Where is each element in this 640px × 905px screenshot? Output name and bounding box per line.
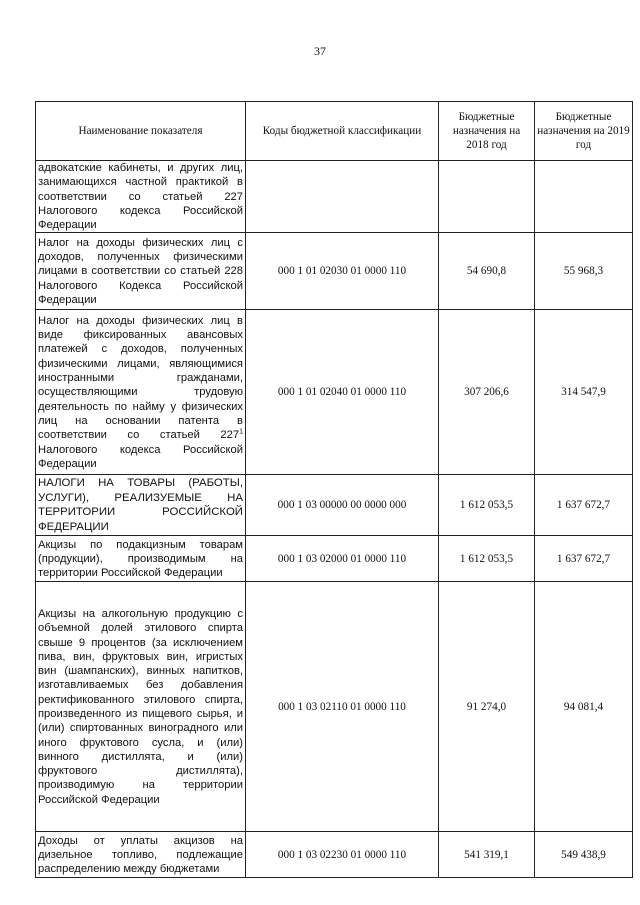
row-name — [36, 310, 246, 475]
table-row — [36, 536, 633, 582]
header-name: Наименование показателя — [36, 102, 246, 161]
row-2018: 541 319,1 — [439, 832, 535, 878]
row-code: 000 1 03 00000 00 0000 000 — [246, 475, 439, 536]
row-2018: 307 206,6 — [439, 310, 535, 475]
row-code: 000 1 03 02110 01 0000 110 — [246, 582, 439, 832]
table-row — [36, 582, 633, 832]
row-name: адвокатские кабинеты, и других лиц, занимающихся частной практикой в соответствии со статьей 227 Налогового кодекса Российской Федерации — [36, 161, 246, 233]
row-code: 000 1 03 02000 01 0000 110 — [246, 536, 439, 582]
page-number: 37 — [314, 44, 326, 58]
table-row — [36, 233, 633, 310]
budget-table — [35, 101, 633, 878]
row-name: НАЛОГИ НА ТОВАРЫ (РАБОТЫ, УСЛУГИ), РЕАЛИЗУЕМЫЕ НА ТЕРРИТОРИИ РОССИЙСКОЙ ФЕДЕРАЦИИ — [36, 475, 246, 536]
row-code: 000 1 03 02230 01 0000 110 — [246, 832, 439, 878]
row-name: Налог на доходы физических лиц с доходов, полученных физическими лицами в соответствии со статьей 228 Налогового Кодекса Российской Федерации — [36, 233, 246, 310]
table-header-row — [36, 102, 633, 161]
header-2019: Бюджетные назначения на 2019 год — [535, 102, 633, 161]
header-2018: Бюджетные назначения на 2018 год — [439, 102, 535, 161]
row-2019: 55 968,3 — [535, 233, 633, 310]
row-2019: 1 637 672,7 — [535, 475, 633, 536]
row-2019: 94 081,4 — [535, 582, 633, 832]
row-code — [246, 161, 439, 233]
row-2019: 549 438,9 — [535, 832, 633, 878]
row-2018: 54 690,8 — [439, 233, 535, 310]
table-row — [36, 161, 633, 233]
row-2018: 1 612 053,5 — [439, 475, 535, 536]
footnote-sup: 1 — [239, 428, 243, 436]
header-code: Коды бюджетной классификации — [246, 102, 439, 161]
row-name-text: Налог на доходы физических лиц в виде фиксированных авансовых платежей с доходов, полученных физическими лицами, являющимися иностранными гражданами, осуществляющими трудовую деятельность по найму у физических лиц на основании патента в соответствии со статьей 227 — [38, 314, 243, 442]
row-2019: 314 547,9 — [535, 310, 633, 475]
table-row — [36, 832, 633, 878]
row-2018: 1 612 053,5 — [439, 536, 535, 582]
row-2019 — [535, 161, 633, 233]
table-row — [36, 310, 633, 475]
row-2018 — [439, 161, 535, 233]
row-name-tail: Налогового кодекса Российской Федерации — [38, 443, 243, 470]
row-2018: 91 274,0 — [439, 582, 535, 832]
row-name: Доходы от уплаты акцизов на дизельное топливо, подлежащие распределению между бюджетами — [36, 832, 246, 878]
row-code: 000 1 01 02040 01 0000 110 — [246, 310, 439, 475]
row-name: Акцизы на алкогольную продукцию с объемной долей этилового спирта свыше 9 процентов (за исключением пива, вин, фруктовых вин, игристых вин (шампанских), винных напитков, изготавливаемых без добавления ректификованного этилового спирта, произведенного из пищевого сырья, и (или) спиртованных виноградного или иного фруктового сусла, и (или) винного дистиллята, и (или) фруктового дистиллята), производимую на территории Российской Федерации — [36, 582, 246, 832]
row-name: Акцизы по подакцизным товарам (продукции), производимым на территории Российской Федерации — [36, 536, 246, 582]
row-2019: 1 637 672,7 — [535, 536, 633, 582]
row-code: 000 1 01 02030 01 0000 110 — [246, 233, 439, 310]
table-row — [36, 475, 633, 536]
